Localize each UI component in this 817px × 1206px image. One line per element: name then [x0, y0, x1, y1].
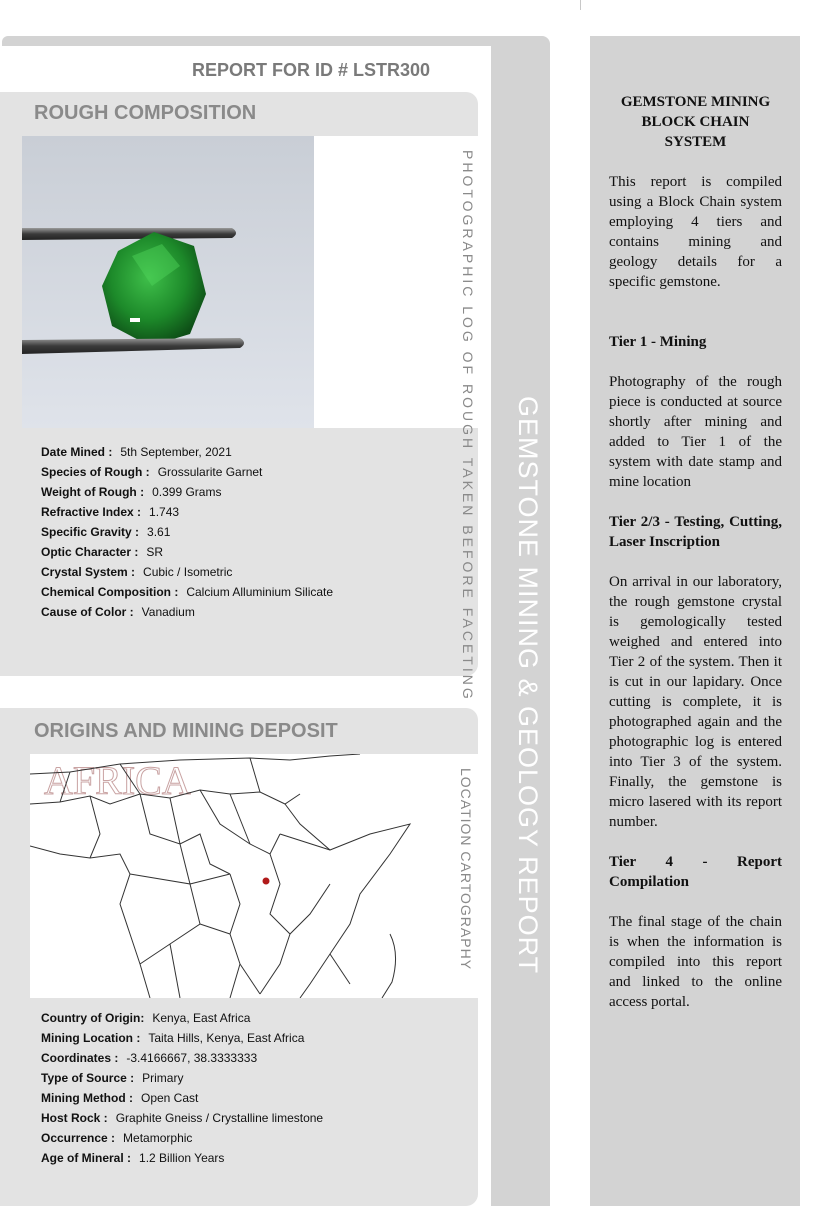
blockchain-info-sidebar — [590, 36, 800, 1206]
mine-location-marker — [263, 878, 270, 885]
detail-row-occurrence: Occurrence : Metamorphic — [41, 1131, 193, 1145]
rough-composition-title: ROUGH COMPOSITION — [34, 102, 257, 124]
detail-row-country: Country of Origin: Kenya, East Africa — [41, 1011, 251, 1025]
detail-row-date-mined: Date Mined : 5th September, 2021 — [41, 445, 232, 459]
tier1-text: Photography of the rough piece is conducted at source shortly after mining and added to Tier 1 of the system with date stamp and mine location — [609, 374, 782, 490]
sidebar-intro: This report is compiled using a Block Chain system employing 4 tiers and contains mining and geology details for a specific gemstone. — [609, 174, 782, 290]
tier4-text: The final stage of the chain is when the information is compiled into this report and linked to the online access portal. — [609, 914, 782, 1010]
rough-gemstone-photo — [22, 136, 314, 428]
africa-map-drawing — [30, 754, 450, 998]
report-id-heading: REPORT FOR ID # LSTR300 — [192, 60, 431, 80]
tier1-heading: Tier 1 - Mining — [609, 334, 707, 350]
rough-photo-caption: PHOTOGRAPHIC LOG OF ROUGH TAKEN BEFORE FACETING — [460, 150, 476, 702]
detail-row-optic-character: Optic Character : SR — [41, 545, 164, 559]
rough-details-list — [41, 442, 333, 622]
rough-composition-panel — [0, 92, 478, 702]
sidebar-title: GEMSTONE MINING BLOCK CHAIN SYSTEM — [620, 94, 771, 150]
report-side-title: GEMSTONE MINING & GEOLOGY REPORT — [513, 396, 543, 975]
origins-panel — [0, 708, 478, 1206]
tier23-text: On arrival in our laboratory, the rough gemstone crystal is gemologically tested weighed and entered into Tier 2 of the system. Then it is cut in our lapidary. Once cutting is complete, it is photographed again and the photographic log is entered into Tier 3 of the system. Finally, the gemstone is micro lasered with its report number. — [609, 574, 782, 830]
detail-row-chemical-composition: Chemical Composition : Calcium Alluminium Silicate — [41, 585, 334, 599]
origins-details-list — [41, 1008, 323, 1168]
africa-map — [30, 754, 450, 998]
top-divider-tick — [580, 0, 581, 10]
detail-row-species: Species of Rough : Grossularite Garnet — [41, 465, 263, 479]
detail-row-weight: Weight of Rough : 0.399 Grams — [41, 485, 222, 499]
origins-title: ORIGINS AND MINING DEPOSIT — [34, 720, 338, 742]
detail-row-mining-location: Mining Location : Taita Hills, Kenya, East Africa — [41, 1031, 305, 1045]
tier23-heading: Tier 2/3 - Testing, Cutting, Laser Inscription — [609, 514, 782, 550]
detail-row-crystal-system: Crystal System : Cubic / Isometric — [41, 565, 233, 579]
report-side-band — [491, 36, 550, 1206]
detail-row-refractive-index: Refractive Index : 1.743 — [41, 505, 180, 519]
detail-row-coordinates: Coordinates : -3.4166667, 38.3333333 — [41, 1051, 258, 1065]
detail-row-cause-of-color: Cause of Color : Vanadium — [41, 605, 195, 619]
tier4-heading: Tier 4 - Report Compilation — [609, 854, 782, 890]
detail-row-mining-method: Mining Method : Open Cast — [41, 1091, 199, 1105]
detail-row-age-of-mineral: Age of Mineral : 1.2 Billion Years — [41, 1151, 225, 1165]
svg-text:AFRICA: AFRICA — [44, 758, 191, 803]
detail-row-type-of-source: Type of Source : Primary — [41, 1071, 184, 1085]
map-caption: LOCATION CARTOGRAPHY — [458, 768, 474, 971]
gem-in-tweezers-image — [22, 136, 314, 428]
detail-row-host-rock: Host Rock : Graphite Gneiss / Crystalline limestone — [41, 1111, 324, 1125]
header-bar — [2, 36, 492, 46]
detail-row-specific-gravity: Specific Gravity : 3.61 — [41, 525, 171, 539]
map-area — [30, 754, 478, 998]
